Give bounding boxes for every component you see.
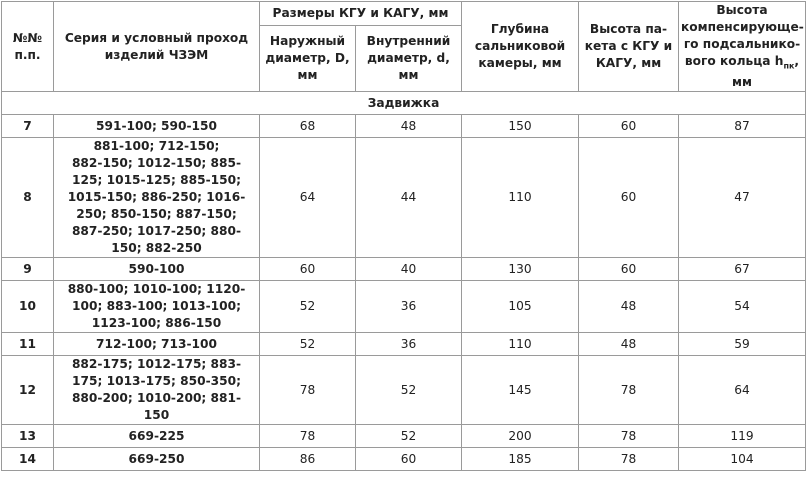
table-row [2, 138, 806, 258]
row-depth: 110 [462, 138, 579, 258]
row-depth: 105 [462, 281, 579, 333]
row-ring-height: 47 [679, 138, 806, 258]
header-pack-height: Высота па- кета с КГУ и КАГУ, мм [579, 2, 679, 92]
row-series: 712-100; 713-100 [54, 333, 260, 356]
header-ring-unit: , мм [732, 54, 800, 90]
row-num: 10 [2, 281, 54, 333]
row-pack-height: 78 [579, 425, 679, 448]
header-ring-height [679, 2, 806, 92]
row-outer-diameter: 64 [260, 138, 356, 258]
row-pack-height: 60 [579, 258, 679, 281]
row-pack-height: 78 [579, 356, 679, 425]
table-row [2, 448, 806, 471]
row-depth: 130 [462, 258, 579, 281]
header-num: №№ п.п. [2, 2, 54, 92]
row-inner-diameter: 44 [356, 138, 462, 258]
table-row [2, 356, 806, 425]
table-body [2, 92, 806, 471]
table-row [2, 281, 806, 333]
row-pack-height: 60 [579, 115, 679, 138]
row-inner-diameter: 52 [356, 425, 462, 448]
row-outer-diameter: 78 [260, 425, 356, 448]
row-depth: 185 [462, 448, 579, 471]
row-depth: 150 [462, 115, 579, 138]
header-outer-diameter: Наружный диаметр, D, мм [260, 25, 356, 92]
header-ring-text: Высота компенсирующе- го подсальнико- вого кольца h [681, 3, 804, 68]
row-num: 9 [2, 258, 54, 281]
table-row [2, 425, 806, 448]
row-pack-height: 60 [579, 138, 679, 258]
table-header [2, 2, 806, 92]
row-ring-height: 119 [679, 425, 806, 448]
header-series: Серия и условный проход изделий ЧЗЭМ [54, 2, 260, 92]
row-ring-height: 87 [679, 115, 806, 138]
row-pack-height: 48 [579, 281, 679, 333]
row-num: 12 [2, 356, 54, 425]
row-pack-height: 78 [579, 448, 679, 471]
row-series: 669-225 [54, 425, 260, 448]
row-outer-diameter: 86 [260, 448, 356, 471]
row-ring-height: 104 [679, 448, 806, 471]
row-depth: 145 [462, 356, 579, 425]
row-num: 7 [2, 115, 54, 138]
row-pack-height: 48 [579, 333, 679, 356]
table-row [2, 115, 806, 138]
row-depth: 110 [462, 333, 579, 356]
row-inner-diameter: 36 [356, 333, 462, 356]
row-series: 881-100; 712-150; 882-150; 1012-150; 885- 125; 1015-125; 885-150; 1015-150; 886-250; 1016- 250; 850-150; 887-150; 887-250; 1017-250; 880- 150; 882-250 [54, 138, 260, 258]
row-inner-diameter: 48 [356, 115, 462, 138]
row-num: 11 [2, 333, 54, 356]
row-outer-diameter: 78 [260, 356, 356, 425]
row-outer-diameter: 52 [260, 281, 356, 333]
gland-packing-table [1, 1, 806, 471]
section-title: Задвижка [2, 92, 806, 115]
header-ring-subscript: пк [783, 61, 795, 71]
header-inner-diameter: Внутренний диаметр, d, мм [356, 25, 462, 92]
header-depth: Глубина сальниковой камеры, мм [462, 2, 579, 92]
row-num: 14 [2, 448, 54, 471]
row-outer-diameter: 52 [260, 333, 356, 356]
row-series: 591-100; 590-150 [54, 115, 260, 138]
section-row [2, 92, 806, 115]
row-inner-diameter: 40 [356, 258, 462, 281]
row-series: 669-250 [54, 448, 260, 471]
row-series: 880-100; 1010-100; 1120- 100; 883-100; 1013-100; 1123-100; 886-150 [54, 281, 260, 333]
row-num: 8 [2, 138, 54, 258]
table-row [2, 333, 806, 356]
header-sizes: Размеры КГУ и КАГУ, мм [260, 2, 462, 26]
table-row [2, 258, 806, 281]
row-ring-height: 59 [679, 333, 806, 356]
row-num: 13 [2, 425, 54, 448]
row-inner-diameter: 52 [356, 356, 462, 425]
row-series: 882-175; 1012-175; 883- 175; 1013-175; 850-350; 880-200; 1010-200; 881- 150 [54, 356, 260, 425]
row-ring-height: 67 [679, 258, 806, 281]
row-depth: 200 [462, 425, 579, 448]
row-outer-diameter: 68 [260, 115, 356, 138]
row-inner-diameter: 36 [356, 281, 462, 333]
row-ring-height: 54 [679, 281, 806, 333]
row-ring-height: 64 [679, 356, 806, 425]
row-inner-diameter: 60 [356, 448, 462, 471]
row-series: 590-100 [54, 258, 260, 281]
row-outer-diameter: 60 [260, 258, 356, 281]
